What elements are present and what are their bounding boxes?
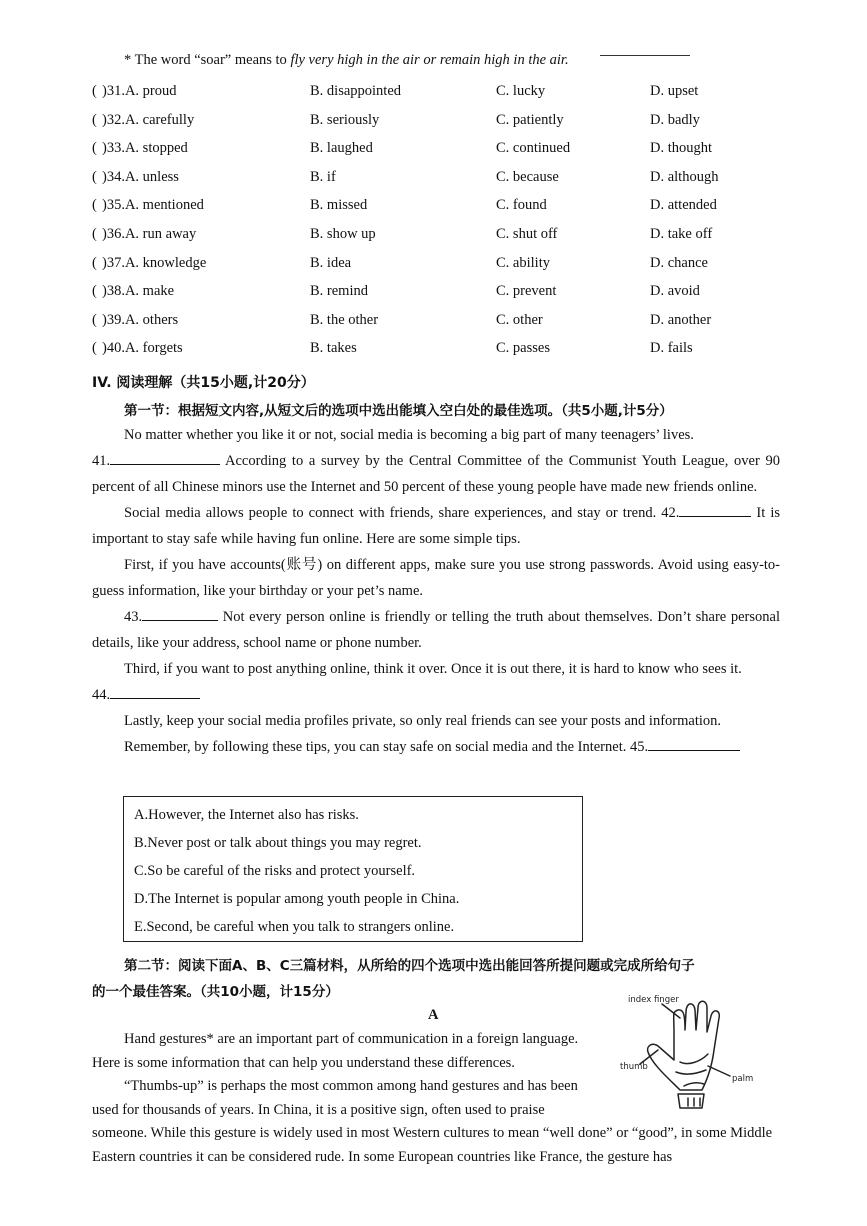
answer-paren[interactable]: (: [92, 111, 97, 128]
option-c: C. because: [496, 168, 559, 185]
option-row-39: [92, 312, 832, 341]
answer-paren[interactable]: (: [92, 83, 97, 99]
option-a: )32.A. carefully: [102, 111, 195, 128]
answer-paren[interactable]: (: [92, 197, 97, 214]
paragraph-4: [92, 604, 780, 656]
option-d: D. upset: [650, 83, 699, 99]
option-b: B. disappointed: [310, 83, 402, 99]
option-row-37: [92, 255, 832, 284]
answer-paren[interactable]: (: [92, 283, 97, 300]
option-a: )37.A. knowledge: [102, 254, 207, 271]
p7-text: Remember, by following these tips, you can stay safe on social media and the Internet. 45.: [124, 739, 649, 755]
note-rule: [600, 55, 690, 56]
blank-43-number: 43.: [124, 609, 143, 625]
option-d: D. another: [650, 311, 712, 328]
option-row-34: [92, 169, 832, 198]
part2-title-line1: 第二节：阅读下面A、B、C三篇材料，从所给的四个选项中选出能回答所提问题或完成所给句子: [124, 958, 695, 974]
answer-paren[interactable]: (: [92, 254, 97, 271]
p1-text: No matter whether you like it or not, social media is becoming a big part of many teenagers’ lives.: [124, 427, 694, 443]
option-b: B. show up: [310, 225, 376, 242]
hand-icon: [618, 990, 788, 1115]
option-row-33: [92, 140, 832, 169]
passage-social-media: [92, 422, 780, 760]
option-c: C. lucky: [496, 83, 546, 99]
option-b: B. takes: [310, 340, 357, 357]
option-d: D. badly: [650, 111, 700, 128]
hand-paragraph-2a: “Thumbs-up” is perhaps the most common among hand gestures and has been used for thousands of years. In China, it is a positive sign, often used to praise: [92, 1078, 578, 1118]
option-d: D. fails: [650, 340, 693, 357]
option-b: B. the other: [310, 311, 379, 328]
p5-text: Third, if you want to post anything online, think it over. Once it is out there, it is hard to know who sees it.: [124, 661, 742, 677]
option-row-40: [92, 340, 832, 369]
option-a: )36.A. run away: [102, 225, 197, 242]
blank-42[interactable]: [679, 502, 751, 517]
option-a: )38.A. make: [102, 283, 175, 300]
index-finger-label: index finger: [628, 995, 679, 1005]
answer-paren[interactable]: (: [92, 168, 97, 185]
option-a: )34.A. unless: [102, 168, 179, 185]
hand-illustration: [618, 990, 788, 1115]
option-b: B. seriously: [310, 111, 380, 128]
option-c: C. passes: [496, 340, 550, 357]
paragraph-5: [92, 656, 780, 708]
option-c: C. shut off: [496, 225, 558, 242]
paragraph-7: [92, 734, 780, 760]
answer-paren[interactable]: (: [92, 311, 97, 328]
choice-a: A.However, the Internet also has risks.: [134, 807, 359, 823]
choice-d: D.The Internet is popular among youth people in China.: [134, 891, 460, 907]
choice-c: C.So be careful of the risks and protect yourself.: [134, 863, 416, 879]
option-row-32: [92, 112, 832, 141]
option-c: C. other: [496, 311, 543, 328]
option-row-38: [92, 283, 832, 312]
option-d: D. take off: [650, 225, 713, 242]
choice-e: E.Second, be careful when you talk to strangers online.: [134, 919, 455, 935]
option-row-31: [92, 83, 832, 112]
option-b: B. idea: [310, 254, 352, 271]
paragraph-2: [92, 500, 780, 552]
hand-paragraph-1: Hand gestures* are an important part of communication in a foreign language. Here is some information that can help you understand these differences.: [92, 1031, 579, 1071]
answer-paren[interactable]: (: [92, 140, 97, 157]
answer-paren[interactable]: (: [92, 340, 97, 357]
option-c: C. ability: [496, 254, 550, 271]
option-a: )31.A. proud: [102, 83, 177, 99]
paragraph-3: First, if you have accounts(账号) on different apps, make sure you use strong passwords. Avoid using easy-to-guess information, like your birthday or your pet’s name.: [92, 557, 780, 599]
option-b: B. if: [310, 168, 336, 185]
option-a: )39.A. others: [102, 311, 179, 328]
cloze-options: [92, 83, 832, 369]
choice-b: B.Never post or talk about things you may regret.: [134, 835, 422, 851]
palm-label: palm: [732, 1074, 754, 1084]
blank-43[interactable]: [142, 606, 218, 621]
thumb-label: thumb: [620, 1062, 648, 1072]
option-d: D. although: [650, 168, 719, 185]
option-a: )35.A. mentioned: [102, 197, 204, 214]
paragraph-1: [92, 422, 780, 500]
answer-paren[interactable]: (: [92, 225, 97, 242]
option-c: C. found: [496, 197, 547, 214]
option-d: D. avoid: [650, 283, 700, 300]
choices-box: [123, 796, 583, 942]
option-b: B. missed: [310, 197, 368, 214]
p2-rest: It is important to stay safe while having fun online. Here are some simple tips.: [92, 505, 780, 547]
passage-a-label: A: [428, 1007, 439, 1023]
option-row-35: [92, 197, 832, 226]
option-a: )33.A. stopped: [102, 140, 188, 157]
hand-paragraph-2b: someone. While this gesture is widely used in most Western cultures to mean “well done” or “good”, in some Middle Eastern countries it can be considered rude. In some European countries like France, the gesture has: [92, 1125, 773, 1165]
option-b: B. laughed: [310, 140, 373, 157]
p4-rest: Not every person online is friendly or telling the truth about themselves. Don’t share personal details, like your address, school name or phone number.: [92, 609, 780, 651]
option-d: D. thought: [650, 140, 713, 157]
option-c: C. prevent: [496, 283, 557, 300]
part1-title: 第一节：根据短文内容,从短文后的选项中选出能填入空白处的最佳选项。（共5小题,计5分）: [124, 403, 673, 419]
blank-45[interactable]: [648, 736, 740, 751]
blank-44-number: 44.: [92, 687, 111, 703]
option-c: C. patiently: [496, 111, 564, 128]
p1-rest: According to a survey by the Central Committee of the Communist Youth League, over 90 percent of all Chinese minors use the Internet and 50 percent of these young people have made new friends online.: [92, 453, 780, 495]
option-d: D. chance: [650, 254, 708, 271]
option-b: B. remind: [310, 283, 368, 300]
vocab-note: [124, 52, 569, 69]
option-a: )40.A. forgets: [102, 340, 183, 357]
option-row-36: [92, 226, 832, 255]
section-title: IV. 阅读理解（共15小题,计20分）: [92, 375, 315, 391]
option-d: D. attended: [650, 197, 717, 214]
option-c: C. continued: [496, 140, 571, 157]
blank-44[interactable]: [110, 684, 200, 699]
part2-title-line2: 的一个最佳答案。（共10小题，计15分）: [92, 984, 339, 1000]
paragraph-6: Lastly, keep your social media profiles private, so only real friends can see your posts and information.: [124, 713, 722, 729]
vocab-note-definition: fly very high in the air or remain high in the air.: [290, 52, 569, 68]
vocab-note-prefix: * The word “soar” means to: [124, 52, 291, 68]
blank-41[interactable]: [110, 450, 220, 465]
blank-41-number: 41.: [92, 453, 111, 469]
p2-text: Social media allows people to connect with friends, share experiences, and stay or trend. 42.: [124, 505, 680, 521]
